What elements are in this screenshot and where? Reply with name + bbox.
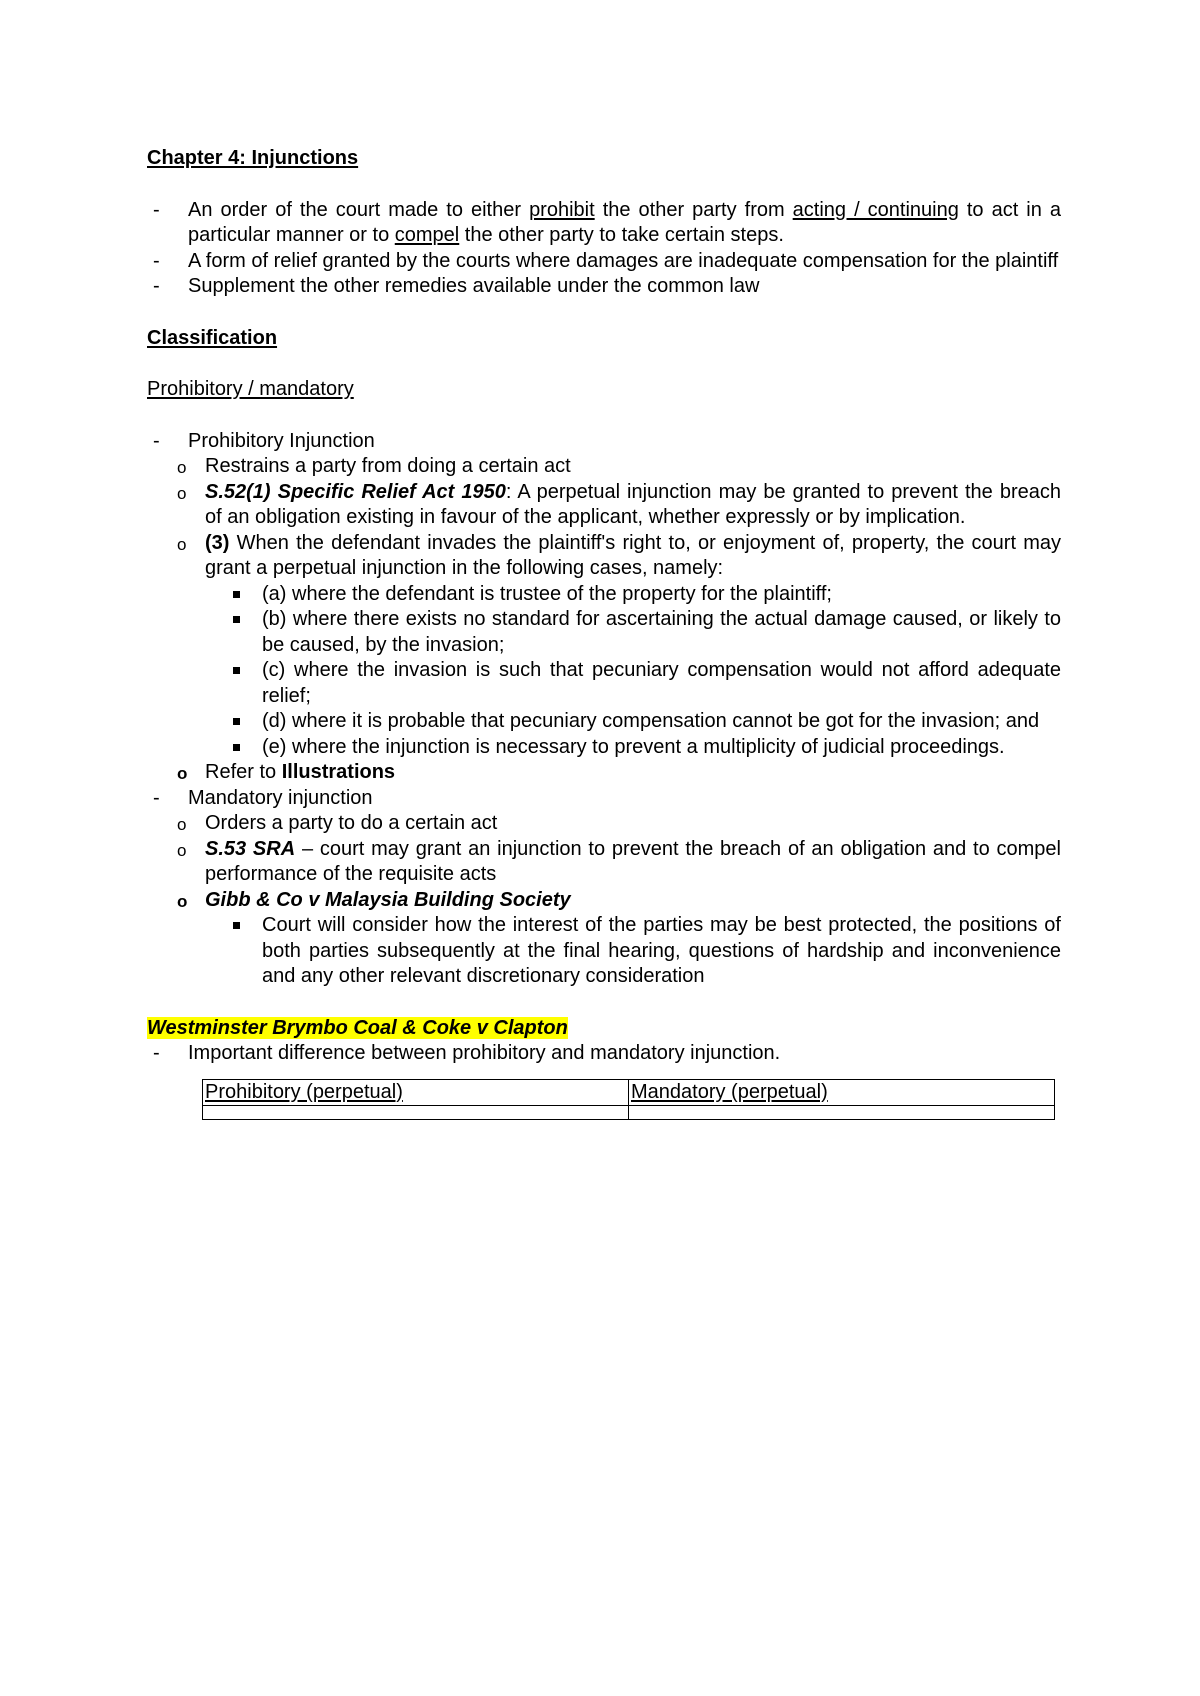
- table-header-cell: Prohibitory (perpetual): [203, 1079, 629, 1106]
- list-item: o Refer to Illustrations: [147, 760, 1061, 786]
- list-item-prohibitory: - Prohibitory Injunction o Restrains a party from doing a certain act o S.52(1) Specific Relief Act 1950: A perpetual injunction may be granted to prevent the breach of an obligation existing in favour of the applicant, whether expressly or by implication. o (3) When the defendant invades the plaintiff's right to, or enjoyment of, property, the court may grant a perpetual injunction in the following cases, namely: (a) where the defendant is trustee of the property for the plaintiff; (b) where there exists no standard for ascertaining the actual damage caused, or likely to be caused, by the invasion; (c) where the invasion is such that pecuniary compensation would not afford adequate relief; (d) where it is probable that pecuniary compensation cannot be got for the invasion; and (e) where the injunction is necessary to prevent a multiplicity of judicial proceedings. o Refer to Illustrations: [147, 429, 1061, 786]
- dash-bullet: -: [153, 249, 160, 272]
- list-item: (a) where the defendant is trustee of the property for the plaintiff;: [147, 582, 1061, 608]
- table-row: [203, 1106, 1055, 1120]
- list-item: Court will consider how the interest of the parties may be best protected, the positions of both parties subsequently at the final hearing, questions of hardship and inconvenience and any other relevant discretionary consideration: [147, 913, 1061, 990]
- case-heading: Westminster Brymbo Coal & Coke v Clapton: [147, 1016, 568, 1039]
- list-item: - Supplement the other remedies available under the common law: [147, 274, 1061, 300]
- circle-bullet: o: [177, 764, 188, 783]
- list-item: - An order of the court made to either prohibit the other party from acting / continuing to act in a particular manner or to compel the other party to take certain steps.: [153, 198, 1062, 246]
- table-header-cell: Mandatory (perpetual): [629, 1079, 1055, 1106]
- circle-bullet: o: [177, 891, 188, 911]
- list-item: (d) where it is probable that pecuniary compensation cannot be got for the invasion; and: [147, 709, 1061, 735]
- case-list: [147, 1041, 1061, 1067]
- list-item: o (3) When the defendant invades the plaintiff's right to, or enjoyment of, property, the court may grant a perpetual injunction in the following cases, namely: (a) where the defendant is trustee of the property for the plaintiff; (b) where there exists no standard for ascertaining the actual damage caused, or likely to be caused, by the invasion; (c) where the invasion is such that pecuniary compensation would not afford adequate relief; (d) where it is probable that pecuniary compensation cannot be got for the invasion; and (e) where the injunction is necessary to prevent a multiplicity of judicial proceedings.: [147, 531, 1061, 761]
- list-item-mandatory: - Mandatory injunction o Orders a party to do a certain act o S.53 SRA – court may grant an injunction to prevent the breach of an obligation and to compel performance of the requisite acts o Gibb & Co v Malaysia Building Society Court will consider how the interest of the parties may be best protected, the positions of both parties subsequently at the final hearing, questions of hardship and inconvenience and any other relevant discretionary consideration: [147, 786, 1061, 990]
- classification-list: [147, 429, 1061, 990]
- intro-list: [147, 198, 1061, 300]
- circle-bullet: o: [177, 815, 187, 834]
- square-bullet: [233, 616, 240, 623]
- circle-bullet: o: [177, 458, 187, 477]
- list-item: - Important difference between prohibitory and mandatory injunction.: [147, 1041, 1061, 1067]
- dash-bullet: -: [153, 198, 160, 221]
- dash-bullet: -: [153, 1042, 160, 1064]
- dash-bullet: -: [153, 275, 160, 297]
- list-item: o Restrains a party from doing a certain act: [147, 454, 1061, 480]
- classification-heading: Classification: [147, 326, 278, 349]
- square-bullet: [233, 744, 240, 751]
- square-bullet: [233, 718, 240, 725]
- table-cell: [629, 1106, 1055, 1120]
- dash-bullet: -: [153, 429, 160, 452]
- list-item: (e) where the injunction is necessary to prevent a multiplicity of judicial proceedings.: [147, 735, 1061, 761]
- circle-bullet: o: [177, 534, 187, 554]
- circle-bullet: o: [177, 483, 187, 503]
- list-item: (b) where there exists no standard for ascertaining the actual damage caused, or likely to be caused, by the invasion;: [147, 607, 1061, 658]
- list-item: (c) where the invasion is such that pecuniary compensation would not afford adequate relief;: [147, 658, 1061, 709]
- document-page: [147, 146, 1061, 1120]
- list-item: o Gibb & Co v Malaysia Building Society Court will consider how the interest of the parties may be best protected, the positions of both parties subsequently at the final hearing, questions of hardship and inconvenience and any other relevant discretionary consideration: [147, 888, 1061, 990]
- table-cell: [203, 1106, 629, 1120]
- square-bullet: [233, 591, 240, 598]
- square-bullet: [233, 667, 240, 674]
- list-item: o S.52(1) Specific Relief Act 1950: A perpetual injunction may be granted to prevent the breach of an obligation existing in favour of the applicant, whether expressly or by implication.: [177, 480, 1061, 528]
- gibb-sublist: [205, 913, 1061, 990]
- list-item: - A form of relief granted by the courts where damages are inadequate compensation for the plaintiff: [147, 249, 1061, 275]
- circle-bullet: o: [177, 840, 187, 860]
- dash-bullet: -: [153, 786, 160, 809]
- comparison-table: [202, 1079, 1055, 1121]
- chapter-title: Chapter 4: Injunctions: [147, 147, 359, 169]
- list-item: o S.53 SRA – court may grant an injunction to prevent the breach of an obligation and to compel performance of the requisite acts: [177, 837, 1061, 885]
- square-bullet: [233, 922, 240, 929]
- classification-subheading: Prohibitory / mandatory: [147, 378, 354, 400]
- prohibitory-sublist: [177, 454, 1061, 786]
- list-item: o Orders a party to do a certain act: [147, 811, 1061, 837]
- mandatory-sublist: [177, 811, 1061, 990]
- cases-sublist: [205, 582, 1061, 761]
- table-header-row: [203, 1079, 1055, 1106]
